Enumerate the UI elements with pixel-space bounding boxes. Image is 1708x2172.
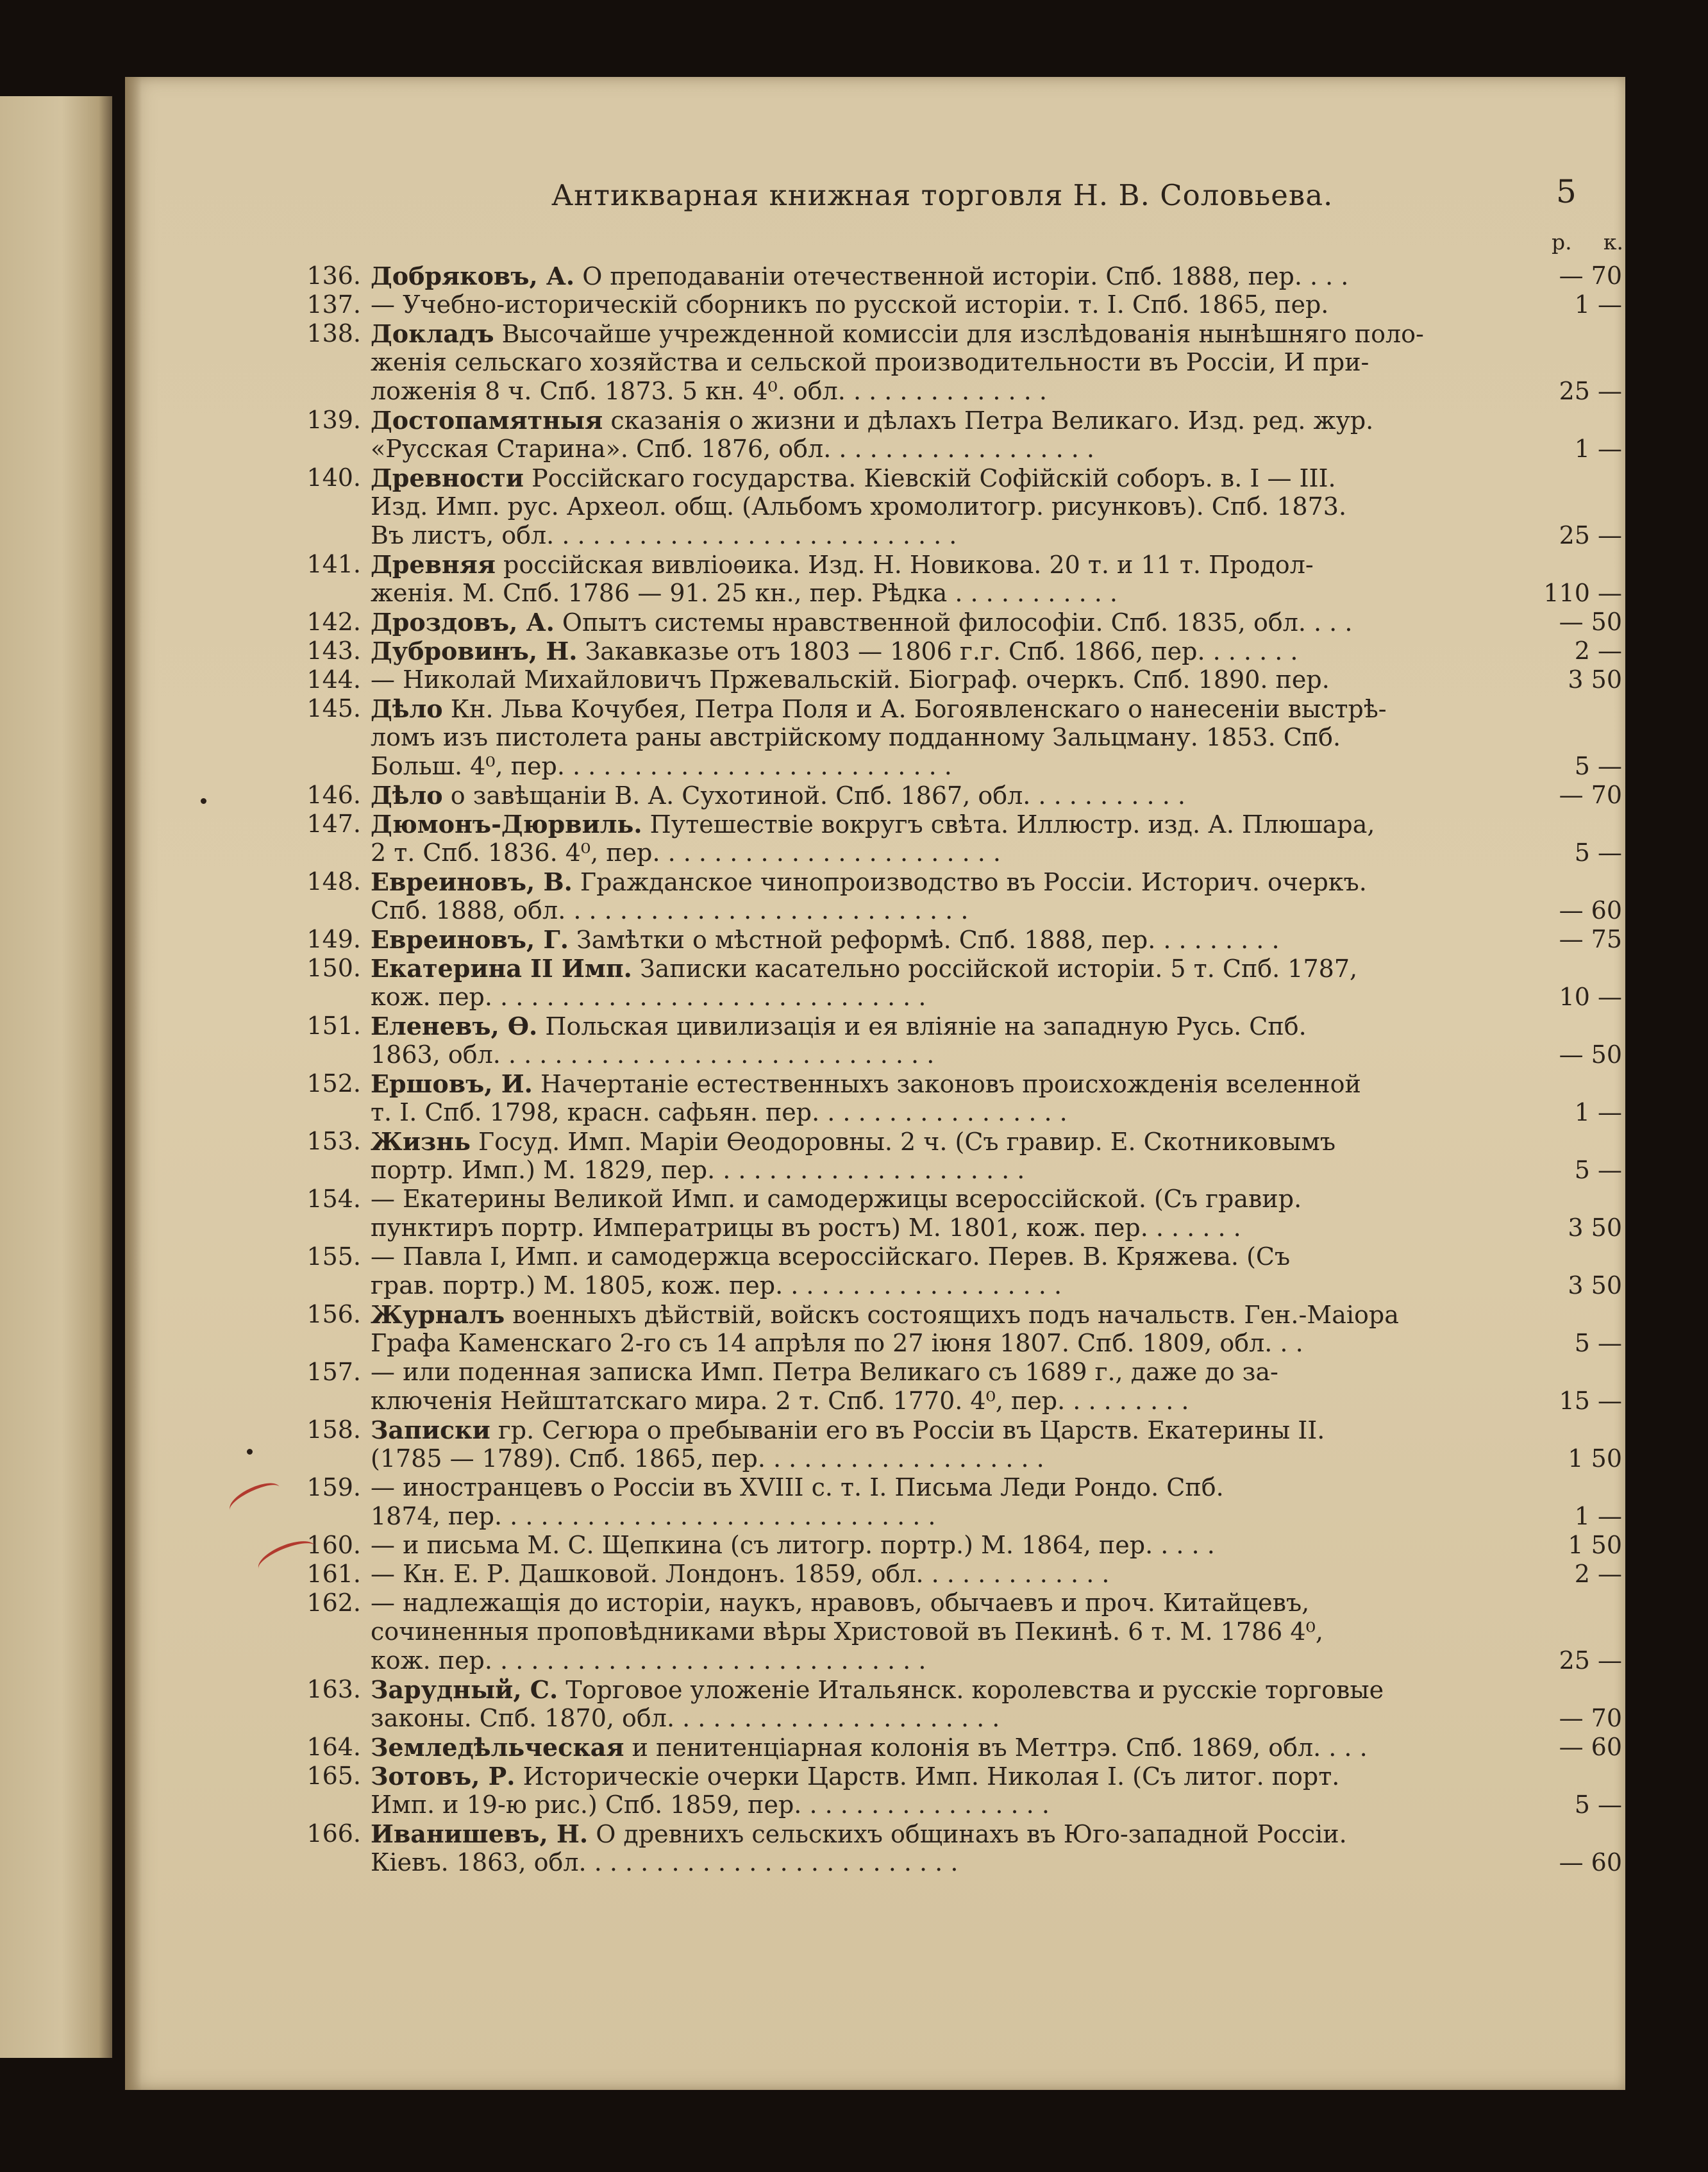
entry-price: 110 —	[1543, 579, 1622, 607]
entry-first-line	[371, 1531, 1525, 1560]
entry-continuation-line	[371, 1040, 1525, 1069]
entry-first-line	[371, 1733, 1525, 1762]
entry-author: Еленевъ, Ѳ.	[371, 1012, 538, 1040]
entry-number: 161.	[306, 1560, 361, 1588]
entry-number: 150.	[306, 954, 361, 982]
entry-text: Россійскаго государства. Кіевскій Софійскій соборъ. в. I — III.	[532, 464, 1336, 492]
entry-first-line	[371, 694, 1525, 723]
entry-author: Древности	[371, 464, 524, 492]
entry-price: — 60	[1559, 1733, 1622, 1761]
entry-number: 141.	[306, 550, 361, 578]
entry-author: Добряковъ, А.	[371, 262, 575, 290]
entry-number: 149.	[306, 925, 361, 953]
entry-number: 162.	[306, 1589, 361, 1617]
entry-first-line	[371, 550, 1525, 579]
entry-first-line	[371, 781, 1525, 810]
entry-text: Польская цивилизація и ея вліяніе на западную Русь. Спб.	[545, 1012, 1307, 1040]
entry-number: 160.	[306, 1531, 361, 1559]
entry-number: 165.	[306, 1762, 361, 1790]
entry-first-line	[371, 810, 1525, 839]
entry-first-line	[371, 1589, 1525, 1617]
entry-price: 5 —	[1574, 752, 1622, 780]
entry-number: 140.	[306, 464, 361, 492]
entry-text: Начертаніе естественныхъ законовъ происхожденія вселенной	[540, 1070, 1361, 1098]
entry-text: Въ листъ, обл. . . . . . . . . . . . . . . . . . . . . . . . . . .	[371, 521, 957, 549]
entry-text: законы. Спб. 1870, обл. . . . . . . . . . . . . . . . . . . . . .	[371, 1704, 1000, 1732]
entry-text: сочиненныя проповѣдниками вѣры Христовой въ Пекинѣ. 6 т. М. 1786 4⁰,	[371, 1617, 1323, 1646]
entry-text: — Кн. Е. Р. Дашковой. Лондонъ. 1859, обл. . . . . . . . . . . . .	[371, 1560, 1110, 1588]
entry-continuation-line	[371, 1214, 1525, 1242]
entry-first-line	[371, 1762, 1525, 1791]
entry-text: Замѣтки о мѣстной реформѣ. Спб. 1888, пер. . . . . . . . .	[576, 926, 1280, 954]
entry-text: О древнихъ сельскихъ общинахъ въ Юго-западной Россіи.	[596, 1820, 1347, 1848]
entry-text: и пенитенціарная колонія въ Меттрэ. Спб. 1869, обл. . . .	[632, 1733, 1368, 1762]
entry-number: 166.	[306, 1819, 361, 1848]
entry-text: 1863, обл. . . . . . . . . . . . . . . . . . . . . . . . . . . . .	[371, 1040, 935, 1069]
entry-first-line	[371, 1416, 1525, 1444]
entry-number: 153.	[306, 1127, 361, 1155]
entry-price: 2 —	[1574, 637, 1622, 665]
entry-number: 147.	[306, 810, 361, 838]
entry-text: Историческіе очерки Царств. Имп. Николая I. (Съ литог. порт.	[523, 1762, 1340, 1791]
entry-price: 1 50	[1568, 1444, 1622, 1473]
entry-continuation-line	[371, 1387, 1525, 1416]
entry-text: Путешествіе вокругъ свѣта. Иллюстр. изд. А. Плюшара,	[649, 810, 1375, 839]
page-number: 5	[1556, 173, 1577, 210]
entry-author: Екатерина II Имп.	[371, 954, 632, 983]
entry-author: Дубровинъ, Н.	[371, 637, 578, 665]
entry-text: Больш. 4⁰, пер. . . . . . . . . . . . . . . . . . . . . . . . . .	[371, 752, 952, 780]
entry-author: Журналъ	[371, 1300, 505, 1329]
entry-price: 2 —	[1574, 1560, 1622, 1588]
entry-author: Дѣло	[371, 694, 443, 723]
entry-continuation-line	[371, 1156, 1525, 1185]
entry-list	[125, 77, 1625, 2090]
entry-number: 144.	[306, 665, 361, 694]
entry-continuation-line	[371, 839, 1525, 867]
entry-number: 152.	[306, 1069, 361, 1098]
entry-text: грав. портр.) М. 1805, кож. пер. . . . . . . . . . . . . . . . . . .	[371, 1271, 1062, 1299]
entry-author: Евреиновъ, В.	[371, 867, 573, 896]
entry-price: 5 —	[1574, 1156, 1622, 1184]
entry-author: Достопамятныя	[371, 406, 603, 435]
kopecks-column-label: к.	[1603, 230, 1623, 255]
entry-author: Записки	[371, 1416, 490, 1444]
entry-text: пунктиръ портр. Императрицы въ ростъ) М. 1801, кож. пер. . . . . . .	[371, 1214, 1241, 1242]
entry-first-line	[371, 1358, 1525, 1387]
entry-text: портр. Имп.) М. 1829, пер. . . . . . . . . . . . . . . . . . . . .	[371, 1156, 1025, 1184]
entry-text: — надлежащія до исторіи, наукъ, нравовъ, обычаевъ и проч. Китайцевъ,	[371, 1589, 1310, 1617]
entry-first-line	[371, 1185, 1525, 1214]
entry-price: — 50	[1559, 1040, 1622, 1069]
entry-first-line	[371, 1012, 1525, 1040]
entry-continuation-line	[371, 1617, 1525, 1646]
entry-first-line	[371, 925, 1525, 954]
entry-price: — 70	[1559, 262, 1622, 290]
entry-number: 136.	[306, 262, 361, 290]
entry-continuation-line	[371, 1502, 1525, 1531]
entry-text: — и письма М. С. Щепкина (съ литогр. портр.) М. 1864, пер. . . . .	[371, 1531, 1215, 1559]
entry-first-line	[371, 1300, 1525, 1329]
entry-author: Докладъ	[371, 319, 494, 348]
entry-continuation-line	[371, 579, 1525, 608]
entry-first-line	[371, 608, 1525, 637]
entry-author: Зарудный, С.	[371, 1675, 558, 1704]
entry-continuation-line	[371, 1271, 1525, 1300]
entry-text: Записки касательно россійской исторіи. 5 т. Спб. 1787,	[640, 955, 1358, 983]
entry-author: Дѣло	[371, 781, 443, 810]
entry-number: 163.	[306, 1675, 361, 1703]
entry-continuation-line	[371, 896, 1525, 925]
entry-continuation-line	[371, 1098, 1525, 1127]
catalog-page	[125, 77, 1625, 2090]
entry-price: 3 50	[1568, 1271, 1622, 1299]
entry-continuation-line	[371, 1704, 1525, 1733]
entry-continuation-line	[371, 983, 1525, 1012]
entry-price: 15 —	[1559, 1387, 1622, 1415]
entry-first-line	[371, 1473, 1525, 1502]
entry-text: — иностранцевъ о Россіи въ XVIII с. т. I. Письма Леди Рондо. Спб.	[371, 1473, 1224, 1501]
left-page-edge	[0, 96, 112, 2058]
entry-price: — 60	[1559, 1848, 1622, 1876]
entry-text: «Русская Старина». Спб. 1876, обл. . . . . . . . . . . . . . . . . .	[371, 435, 1094, 463]
entry-number: 159.	[306, 1473, 361, 1501]
entry-number: 164.	[306, 1733, 361, 1761]
entry-continuation-line	[371, 723, 1525, 752]
entry-number: 143.	[306, 637, 361, 665]
entry-continuation-line	[371, 435, 1525, 464]
entry-price: 5 —	[1574, 1329, 1622, 1357]
entry-text: ломъ изъ пистолета раны австрійскому подданному Зальцману. 1853. Спб.	[371, 723, 1341, 751]
entry-price: 1 —	[1574, 1098, 1622, 1126]
entry-text: Имп. и 19-ю рис.) Спб. 1859, пер. . . . . . . . . . . . . . . . .	[371, 1791, 1050, 1819]
entry-first-line	[371, 262, 1525, 290]
entry-continuation-line	[371, 492, 1525, 521]
entry-first-line	[371, 1560, 1525, 1589]
entry-price: 25 —	[1559, 1646, 1622, 1675]
entry-author: Евреиновъ, Г.	[371, 925, 569, 954]
entry-first-line	[371, 1242, 1525, 1271]
entry-first-line	[371, 954, 1525, 983]
entry-price: 1 —	[1574, 1502, 1622, 1530]
entry-author: Иванишевъ, Н.	[371, 1819, 589, 1848]
entry-text: Гражданское чинопроизводство въ Россіи. Историч. очеркъ.	[580, 868, 1367, 896]
entry-first-line	[371, 1819, 1525, 1848]
entry-author: Ершовъ, И.	[371, 1069, 533, 1098]
entry-price: 10 —	[1559, 983, 1622, 1011]
entry-text: — Николай Михайловичъ Пржевальскій. Біограф. очеркъ. Спб. 1890. пер.	[371, 665, 1330, 694]
entry-price: — 50	[1559, 608, 1622, 636]
entry-first-line	[371, 1069, 1525, 1098]
entry-first-line	[371, 665, 1525, 694]
entry-text: Высочайше учрежденной комиссіи для изслѣдованія нынѣшняго поло-	[501, 320, 1424, 348]
entry-continuation-line	[371, 752, 1525, 781]
entry-author: Дроздовъ, А.	[371, 608, 555, 637]
entry-author: Дюмонъ-Дюрвиль.	[371, 810, 642, 839]
entry-text: — Павла I, Имп. и самодержца всероссійскаго. Перев. В. Кряжева. (Съ	[371, 1242, 1291, 1271]
entry-continuation-line	[371, 1444, 1525, 1473]
entry-text: о завѣщаніи В. А. Сухотиной. Спб. 1867, обл. . . . . . . . . . .	[450, 781, 1185, 810]
entry-price: 1 —	[1574, 290, 1622, 319]
entry-author: Древняя	[371, 550, 496, 579]
entry-number: 151.	[306, 1012, 361, 1040]
entry-text: Кн. Льва Кочубея, Петра Поля и А. Богоявленскаго о нанесеніи выстрѣ-	[450, 695, 1387, 723]
entry-number: 142.	[306, 608, 361, 636]
entry-price: 1 50	[1568, 1531, 1622, 1559]
entry-text: женія сельскаго хозяйства и сельской производительности въ Россіи, И при-	[371, 348, 1369, 376]
entry-price: 3 50	[1568, 665, 1622, 694]
entry-text: (1785 — 1789). Спб. 1865, пер. . . . . . . . . . . . . . . . . . .	[371, 1444, 1044, 1473]
entry-number: 158.	[306, 1416, 361, 1444]
entry-number: 157.	[306, 1358, 361, 1386]
entry-text: кож. пер. . . . . . . . . . . . . . . . . . . . . . . . . . . . .	[371, 983, 926, 1011]
entry-first-line	[371, 1127, 1525, 1156]
entry-text: — Екатерины Великой Имп. и самодержицы всероссійской. (Съ гравир.	[371, 1185, 1302, 1213]
entry-price: 3 50	[1568, 1214, 1622, 1242]
entry-text: военныхъ дѣйствій, войскъ состоящихъ подъ начальств. Ген.-Маіора	[512, 1301, 1399, 1329]
ink-dot	[247, 1449, 253, 1455]
ink-dot	[201, 798, 206, 804]
entry-price: 25 —	[1559, 521, 1622, 549]
entry-text: женія. М. Спб. 1786 — 91. 25 кн., пер. Рѣдка . . . . . . . . . . .	[371, 579, 1118, 607]
entry-number: 155.	[306, 1242, 361, 1271]
entry-author: Зотовъ, Р.	[371, 1762, 515, 1791]
entry-first-line	[371, 637, 1525, 665]
entry-text: россійская вивліоѳика. Изд. Н. Новикова. 20 т. и 11 т. Продол-	[503, 551, 1314, 579]
entry-price: 25 —	[1559, 377, 1622, 405]
entry-continuation-line	[371, 1329, 1525, 1358]
entry-first-line	[371, 1675, 1525, 1704]
entry-continuation-line	[371, 348, 1525, 377]
entry-text: Госуд. Имп. Маріи Ѳеодоровны. 2 ч. (Съ гравир. Е. Скотниковымъ	[478, 1128, 1336, 1156]
entry-number: 145.	[306, 694, 361, 723]
entry-text: 1874, пер. . . . . . . . . . . . . . . . . . . . . . . . . . . . .	[371, 1502, 936, 1530]
entry-text: Изд. Имп. рус. Археол. общ. (Альбомъ хромолитогр. рисунковъ). Спб. 1873.	[371, 492, 1347, 521]
entry-first-line	[371, 406, 1525, 435]
entry-author: Жизнь	[371, 1127, 471, 1156]
entry-number: 154.	[306, 1185, 361, 1213]
entry-number: 156.	[306, 1300, 361, 1328]
entry-continuation-line	[371, 521, 1525, 550]
entry-number: 138.	[306, 319, 361, 347]
entry-text: Спб. 1888, обл. . . . . . . . . . . . . . . . . . . . . . . . . . .	[371, 896, 969, 924]
entry-text: — или поденная записка Имп. Петра Великаго съ 1689 г., даже до за-	[371, 1358, 1278, 1386]
entry-text: Кіевъ. 1863, обл. . . . . . . . . . . . . . . . . . . . . . . . .	[371, 1848, 959, 1876]
entry-text: Графа Каменскаго 2-го съ 14 апрѣля по 27 іюня 1807. Спб. 1809, обл. . .	[371, 1329, 1303, 1357]
entry-text: сказанія о жизни и дѣлахъ Петра Великаго. Изд. ред. жур.	[610, 406, 1374, 435]
entry-text: 2 т. Спб. 1836. 4⁰, пер. . . . . . . . . . . . . . . . . . . . . . .	[371, 839, 1001, 867]
entry-author: Земледѣльческая	[371, 1733, 624, 1762]
entry-continuation-line	[371, 377, 1525, 406]
entry-number: 137.	[306, 290, 361, 319]
entry-continuation-line	[371, 1791, 1525, 1819]
entry-text: Закавказье отъ 1803 — 1806 г.г. Спб. 1866, пер. . . . . . .	[585, 637, 1298, 665]
entry-number: 148.	[306, 867, 361, 896]
entry-first-line	[371, 464, 1525, 492]
rubles-column-label: р.	[1552, 230, 1572, 255]
running-head: Антикварная книжная торговля Н. В. Соловьева.	[551, 178, 1334, 212]
entry-continuation-line	[371, 1848, 1525, 1877]
entry-first-line	[371, 867, 1525, 896]
entry-first-line	[371, 319, 1525, 348]
entry-first-line	[371, 290, 1525, 319]
entry-price: — 70	[1559, 1704, 1622, 1732]
entry-text: Опытъ системы нравственной философіи. Спб. 1835, обл. . . .	[562, 608, 1353, 637]
entry-text: ложенія 8 ч. Спб. 1873. 5 кн. 4⁰. обл. . . . . . . . . . . . . .	[371, 377, 1047, 405]
entry-text: кож. пер. . . . . . . . . . . . . . . . . . . . . . . . . . . . .	[371, 1646, 926, 1675]
entry-price: 1 —	[1574, 435, 1622, 463]
entry-text: гр. Сегюра о пребываніи его въ Россіи въ Царств. Екатерины II.	[498, 1416, 1325, 1444]
entry-price: 5 —	[1574, 1791, 1622, 1819]
entry-text: — Учебно-историческій сборникъ по русской исторіи. т. I. Спб. 1865, пер.	[371, 290, 1329, 319]
entry-text: т. I. Спб. 1798, красн. сафьян. пер. . . . . . . . . . . . . . . . .	[371, 1098, 1068, 1126]
entry-text: Торговое уложеніе Итальянск. королевства и русскіе торговые	[565, 1676, 1384, 1704]
entry-text: ключенія Нейштатскаго мира. 2 т. Спб. 1770. 4⁰, пер. . . . . . . . .	[371, 1387, 1189, 1415]
entry-price: 5 —	[1574, 839, 1622, 867]
entry-continuation-line	[371, 1646, 1525, 1675]
entry-price: — 75	[1559, 925, 1622, 953]
entry-number: 139.	[306, 406, 361, 434]
entry-price: — 60	[1559, 896, 1622, 924]
entry-text: О преподаваніи отечественной исторіи. Спб. 1888, пер. . . .	[582, 262, 1349, 290]
entry-number: 146.	[306, 781, 361, 809]
entry-price: — 70	[1559, 781, 1622, 809]
